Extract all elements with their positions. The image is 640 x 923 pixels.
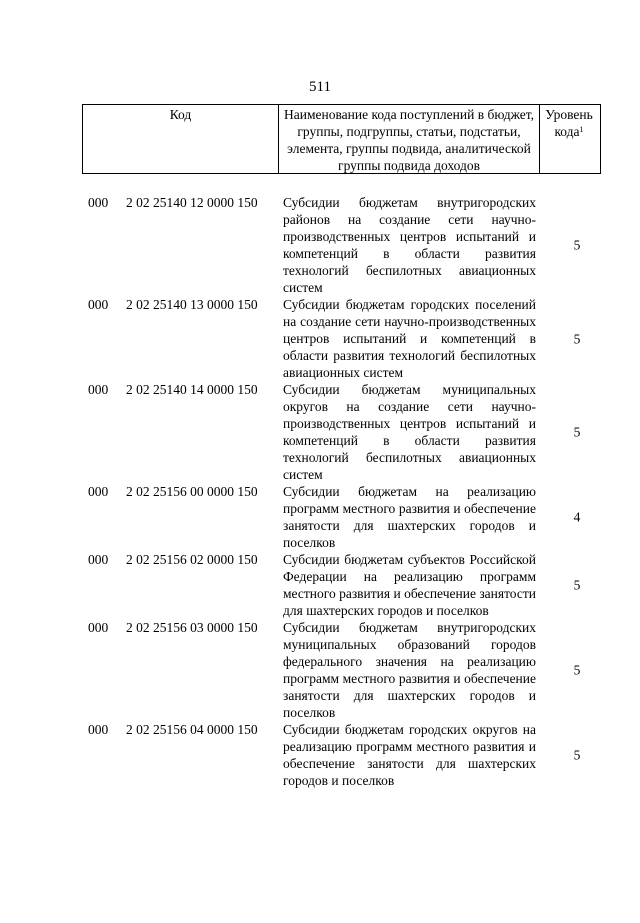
row-code: 2 02 25140 12 0000 150	[126, 195, 258, 210]
row-name: Субсидии бюджетам на реализацию программ местного развития и обеспечение занятости для шахтерских городов и поселков	[283, 484, 536, 550]
header-level-footnote: 1	[579, 125, 584, 134]
row-level: 5	[573, 424, 581, 440]
row-code: 2 02 25156 00 0000 150	[126, 484, 258, 499]
row-level: 5	[573, 577, 581, 593]
row-level: 5	[573, 237, 581, 253]
row-group-code: 000	[88, 297, 109, 312]
row-code: 2 02 25156 04 0000 150	[126, 722, 258, 737]
table-row	[0, 721, 640, 789]
row-level: 4	[573, 509, 581, 525]
row-code: 2 02 25140 14 0000 150	[126, 382, 258, 397]
row-group-code: 000	[88, 552, 109, 567]
table-row	[0, 194, 640, 296]
row-name: Субсидии бюджетам городских округов на реализацию программ местного развития и обеспечение занятости для шахтерских городов и поселков	[283, 722, 536, 788]
table-row	[0, 296, 640, 381]
table-row	[0, 619, 640, 721]
row-name: Субсидии бюджетам субъектов Российской Федерации на реализацию программ местного развития и обеспечение занятости для шахтерских городов и поселков	[283, 552, 536, 618]
row-group-code: 000	[88, 620, 109, 635]
header-code: Код	[169, 107, 192, 122]
header-level	[538, 105, 600, 173]
row-code: 2 02 25156 02 0000 150	[126, 552, 258, 567]
row-level: 5	[573, 331, 581, 346]
row-name: Субсидии бюджетам городских поселений на создание сети научно-производственных центров испытаний и компетенций в области развития технологий беспилотных авиационных систем	[283, 297, 536, 380]
row-level: 5	[573, 662, 581, 678]
header-name: Наименование кода поступлений в бюджет, группы, подгруппы, статьи, подстатьи, элемента, группы подвида, аналитической группы подвида доходов	[278, 105, 540, 173]
row-group-code: 000	[88, 722, 109, 737]
row-name: Субсидии бюджетам внутригородских муниципальных образований городов федерального значения на реализацию программ местного развития и обеспечение занятости для шахтерских городов и поселков	[283, 620, 536, 720]
row-name: Субсидии бюджетам внутригородских районов на создание сети научно-производственных центров испытаний и компетенций в области развития технологий беспилотных авиационных систем	[283, 195, 536, 295]
table-row	[0, 381, 640, 483]
page-number: 511	[309, 79, 331, 95]
row-name: Субсидии бюджетам муниципальных округов на создание сети научно-производственных центров испытаний и компетенций в области развития технологий беспилотных авиационных систем	[283, 382, 536, 482]
table-row	[0, 483, 640, 551]
row-code: 2 02 25156 03 0000 150	[126, 620, 258, 635]
table-header	[82, 104, 601, 174]
header-level-label: Уровень кода	[545, 107, 593, 139]
table-row	[0, 551, 640, 619]
row-group-code: 000	[88, 484, 109, 499]
row-group-code: 000	[88, 195, 109, 210]
row-level: 5	[573, 747, 581, 763]
row-code: 2 02 25140 13 0000 150	[126, 297, 258, 312]
row-group-code: 000	[88, 382, 109, 397]
table-body	[0, 194, 640, 789]
